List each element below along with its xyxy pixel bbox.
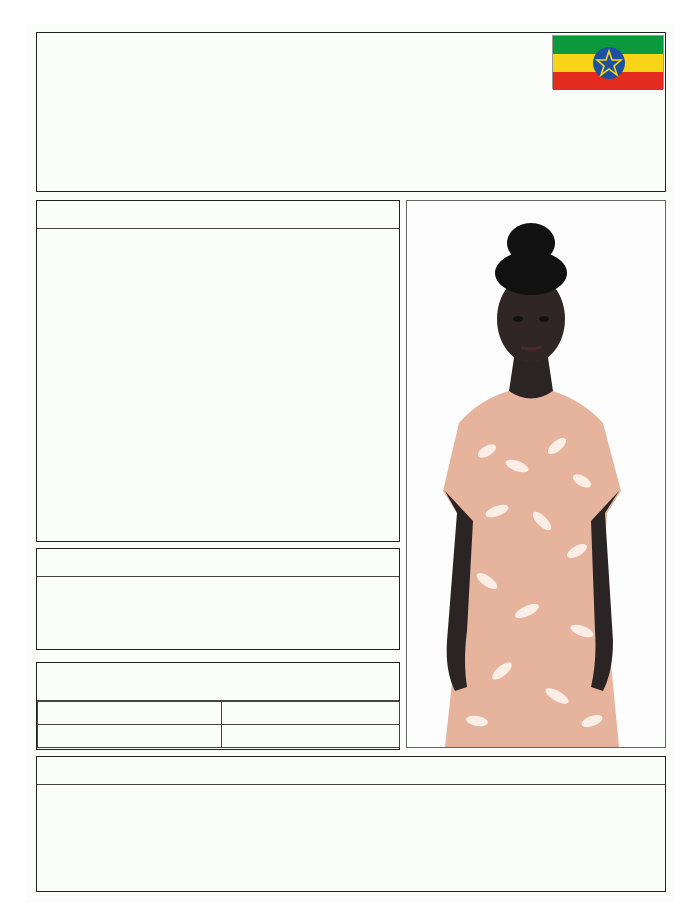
cv-page (26, 24, 674, 902)
work-experience-box (36, 662, 400, 750)
work-table (37, 701, 400, 748)
personal-details-box (36, 200, 400, 542)
candidate-photo (407, 201, 665, 747)
header-box (36, 32, 666, 192)
work-experience-value (38, 725, 222, 748)
work-period-value (222, 725, 400, 748)
skills-box (36, 756, 666, 892)
ethiopian-flag-icon (552, 35, 664, 89)
language-education-box (36, 548, 400, 650)
photo-frame (406, 200, 666, 748)
